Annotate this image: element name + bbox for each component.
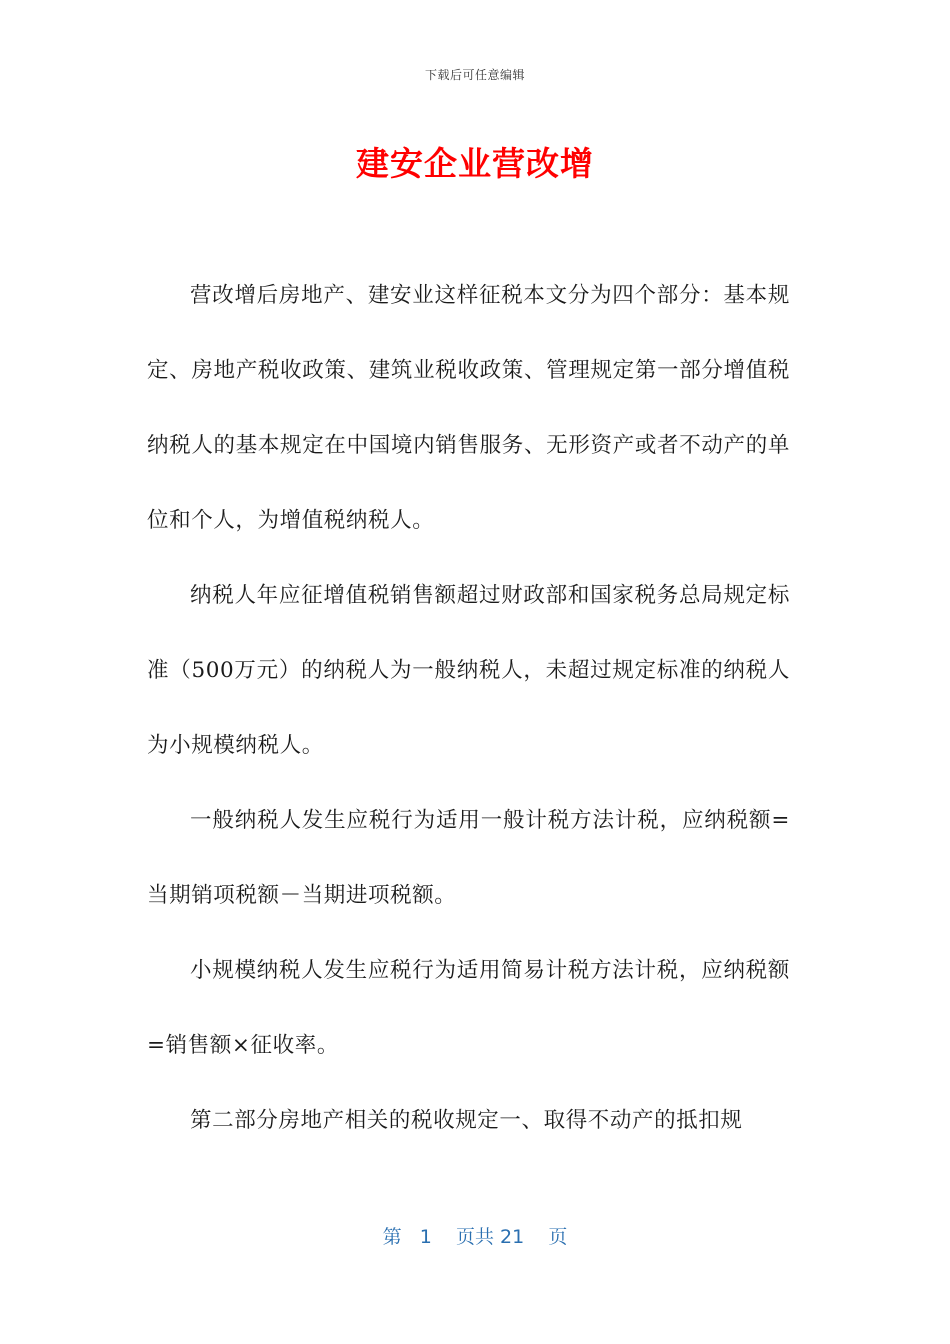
page-footer <box>0 1222 950 1249</box>
current-page-number: 1 <box>419 1226 432 1248</box>
footer-suffix: 页 <box>548 1226 568 1248</box>
document-title: 建安企业营改增 <box>356 144 594 183</box>
paragraph: 第二部分房地产相关的税收规定一、取得不动产的抵扣规 <box>190 1108 743 1133</box>
paragraph: 营改增后房地产、建安业这样征税本文分为四个部分：基本规定、房地产税收政策、建筑业税收政策、管理规定第一部分增值税纳税人的基本规定在中国境内销售服务、无形资产或者不动产的单位和个人，为增值税纳税人。 <box>147 283 790 533</box>
paragraph: 小规模纳税人发生应税行为适用简易计税方法计税，应纳税额=销售额×征收率。 <box>147 958 790 1058</box>
footer-prefix: 第 <box>382 1226 402 1248</box>
total-pages-number: 21 <box>500 1226 525 1248</box>
document-body <box>147 258 790 1158</box>
header-note: 下载后可任意编辑 <box>424 68 525 82</box>
paragraph: 纳税人年应征增值税销售额超过财政部和国家税务总局规定标准（500万元）的纳税人为一般纳税人，未超过规定标准的纳税人为小规模纳税人。 <box>147 583 790 758</box>
paragraph: 一般纳税人发生应税行为适用一般计税方法计税，应纳税额=当期销项税额－当期进项税额。 <box>147 808 790 908</box>
footer-middle: 页共 <box>455 1226 494 1248</box>
